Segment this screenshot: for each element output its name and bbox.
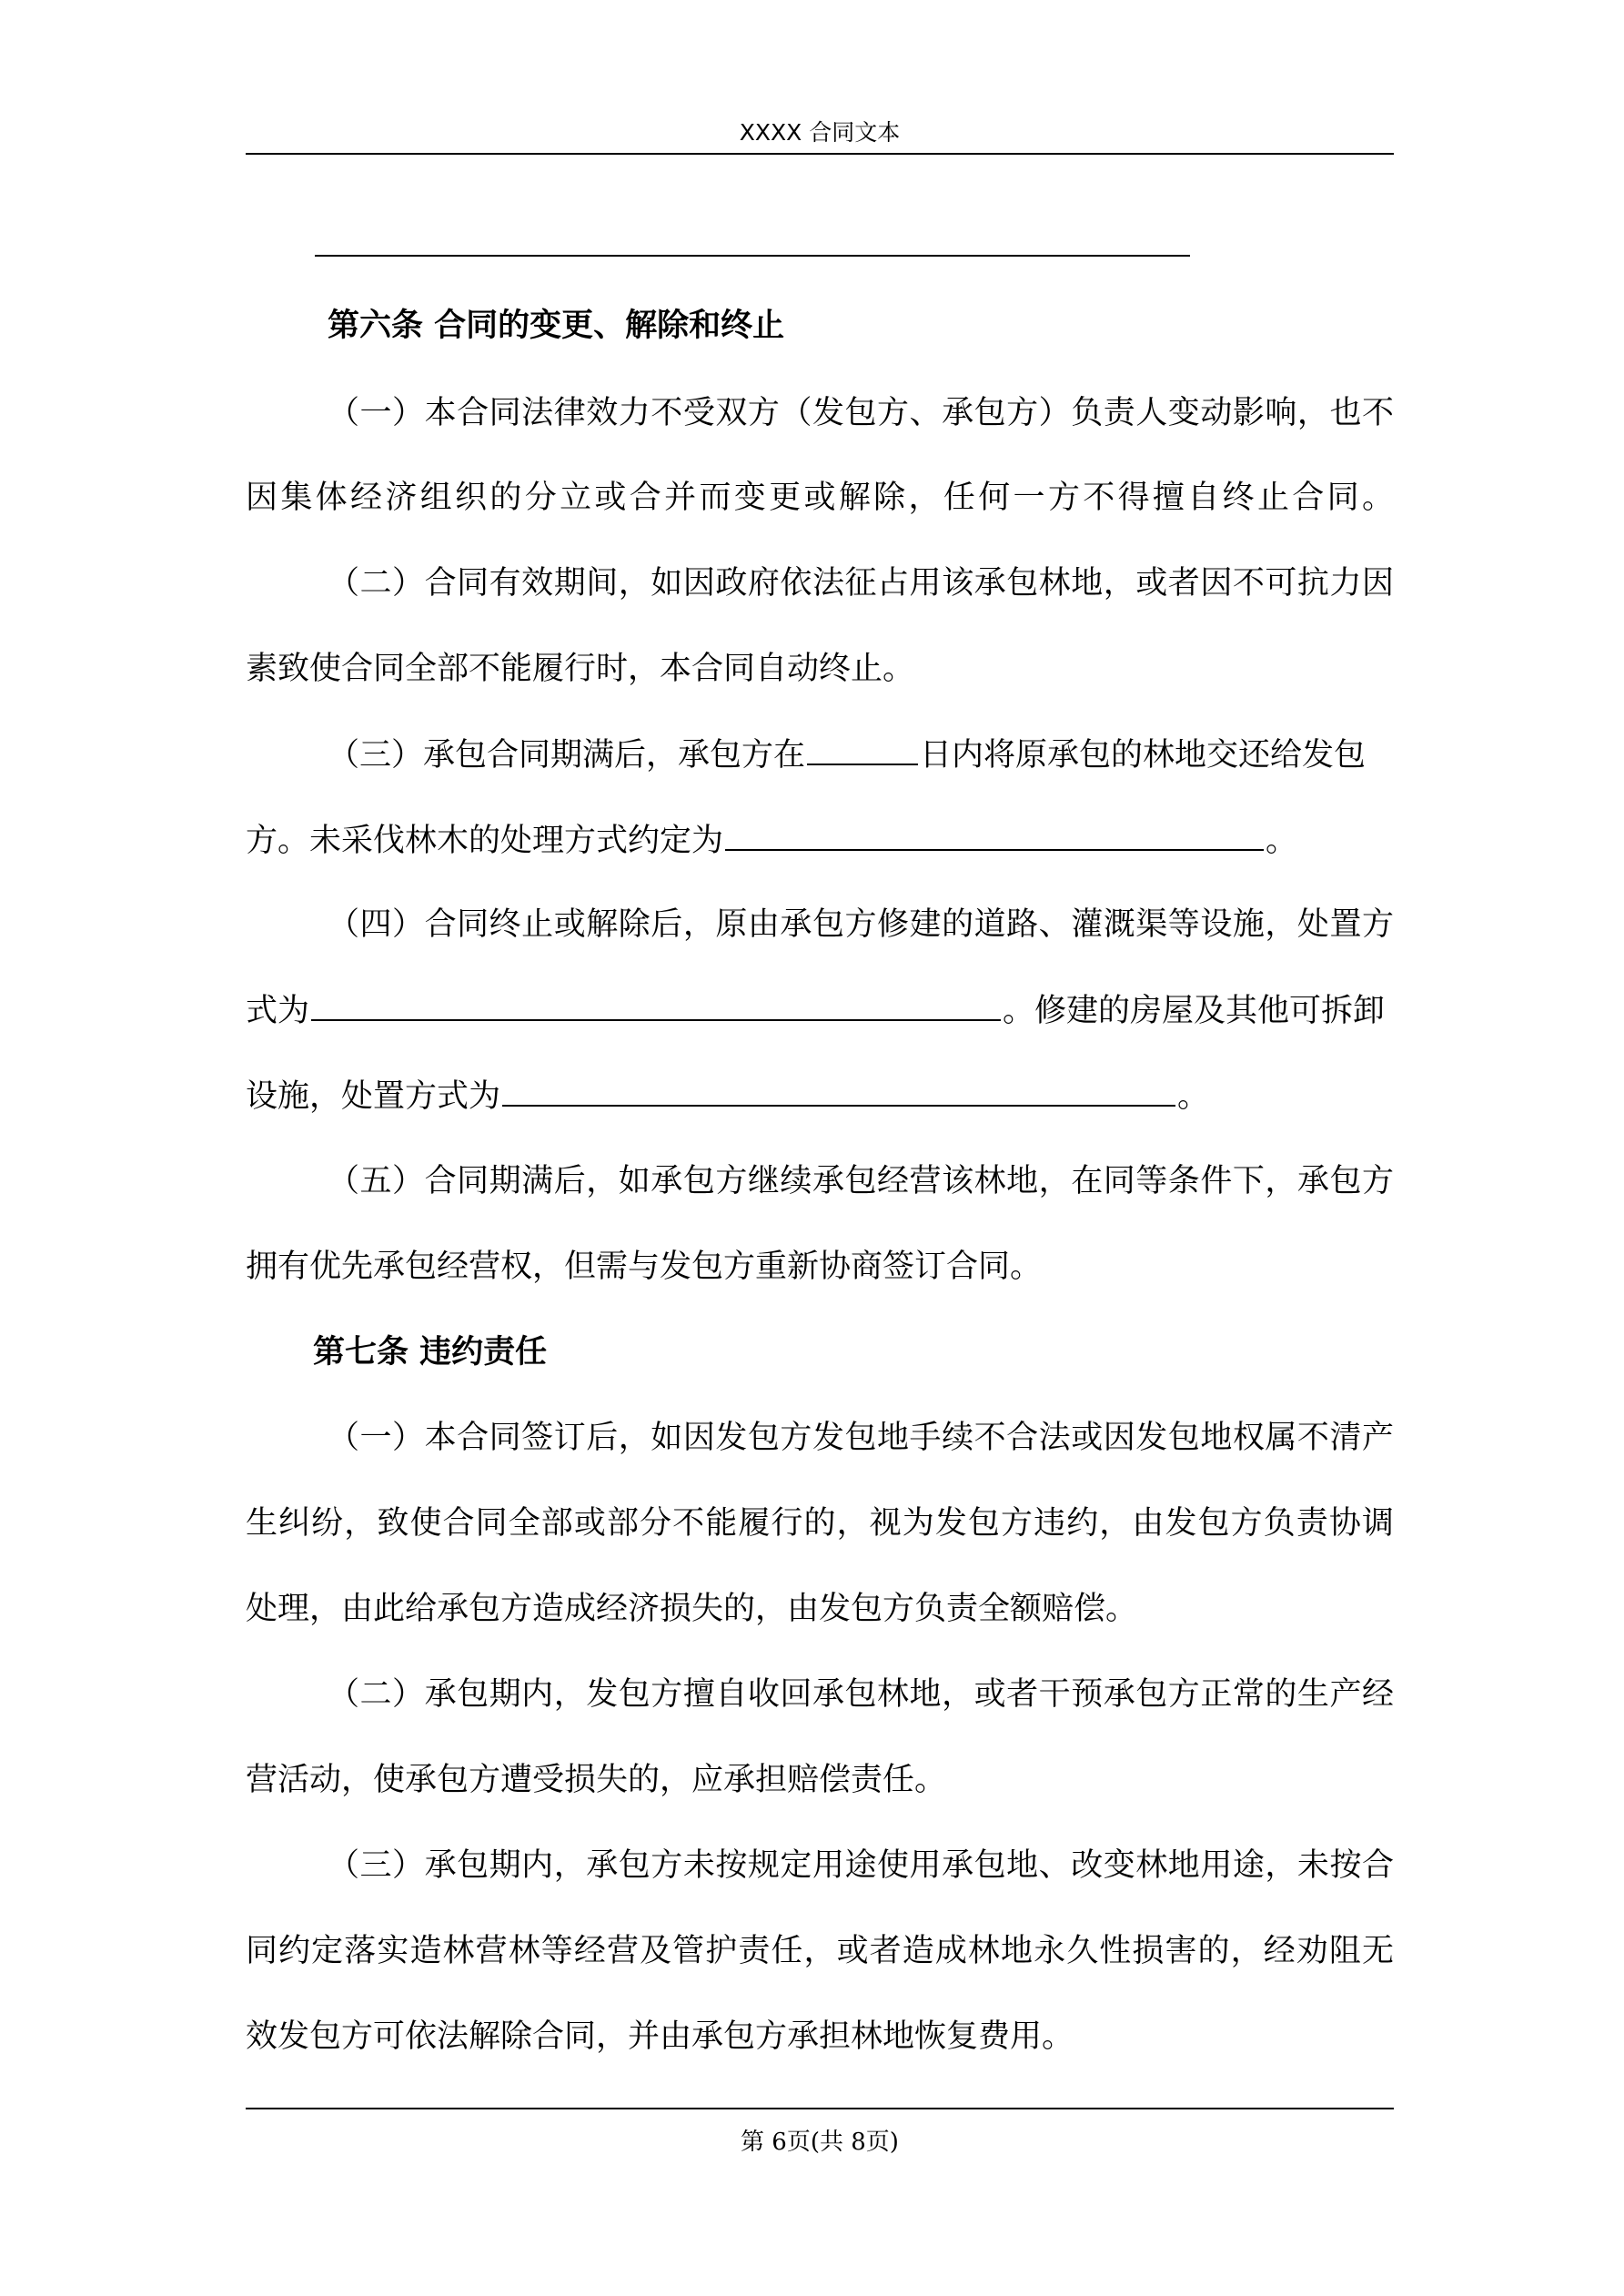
- article-6-p4-line1: （四）合同终止或解除后，原由承包方修建的道路、灌溉渠等设施，处置方: [328, 906, 1394, 943]
- page-number: 第 6页(共 8页): [741, 2129, 899, 2156]
- article-6-p5-line2: 拥有优先承包经营权，但需与发包方重新协商签订合同。: [246, 1249, 1043, 1285]
- header-rule: [246, 153, 1394, 155]
- timber-handling-blank: [725, 818, 1264, 851]
- article-7-p1-line1: （一）本合同签订后，如因发包方发包地手续不合法或因发包地权属不清产: [328, 1420, 1394, 1456]
- article-7-heading: 第七条 违约责任: [313, 1334, 548, 1371]
- text-segment: 式为: [246, 993, 310, 1029]
- article-7-p3-line2: 同约定落实造林营林等经营及管护责任，或者造成林地永久性损害的，经劝阻无: [246, 1933, 1394, 1969]
- article-6-p4-line2: [246, 988, 1394, 1033]
- facility-disposal-blank: [311, 988, 1001, 1021]
- article-6-p4-line3: [246, 1074, 1394, 1118]
- page-header-title: XXXX 合同文本: [739, 119, 901, 146]
- article-7-p1-line3: 处理，由此给承包方造成经济损失的，由发包方负责全额赔偿。: [246, 1591, 1138, 1627]
- article-7-p2-line1: （二）承包期内，发包方擅自收回承包林地，或者干预承包方正常的生产经: [328, 1676, 1394, 1713]
- text-segment: 日内将原承包的林地交还给发包: [920, 737, 1367, 774]
- text-segment: 。: [1266, 823, 1298, 859]
- article-7-p3-line3: 效发包方可依法解除合同，并由承包方承担林地恢复费用。: [246, 2018, 1074, 2055]
- article-6-p3-line2: [246, 818, 1394, 863]
- article-6-p1-line1: （一）本合同法律效力不受双方（发包方、承包方）负责人变动影响，也不: [328, 395, 1394, 431]
- text-segment: 。修建的房屋及其他可拆卸: [1003, 993, 1386, 1029]
- text-segment: 方。未采伐林木的处理方式约定为: [246, 823, 724, 859]
- article-6-p1-line2: 因集体经济组织的分立或合并而变更或解除，任何一方不得擅自终止合同。: [246, 480, 1394, 516]
- text-segment: 。: [1177, 1078, 1210, 1115]
- article-6-p3-line1: [328, 733, 1394, 777]
- footer-rule: [246, 2108, 1394, 2109]
- days-blank: [807, 733, 918, 765]
- text-segment: （三）承包合同期满后，承包方在: [328, 737, 806, 774]
- article-7-p1-line2: 生纠纷，致使合同全部或部分不能履行的，视为发包方违约，由发包方负责协调: [246, 1505, 1394, 1542]
- article-7-p2-line2: 营活动，使承包方遭受损失的，应承担赔偿责任。: [246, 1762, 947, 1798]
- article-6-p2-line2: 素致使合同全部不能履行时，本合同自动终止。: [246, 651, 915, 687]
- article-6-p5-line1: （五）合同期满后，如承包方继续承包经营该林地，在同等条件下，承包方: [328, 1163, 1394, 1199]
- article-6-p2-line1: （二）合同有效期间，如因政府依法征占用该承包林地，或者因不可抗力因: [328, 565, 1394, 602]
- text-segment: 设施，处置方式为: [246, 1078, 501, 1115]
- article-6-heading: 第六条 合同的变更、解除和终止: [328, 308, 785, 344]
- building-disposal-blank: [502, 1074, 1175, 1107]
- fill-in-blank-line: [315, 255, 1190, 257]
- article-7-p3-line1: （三）承包期内，承包方未按规定用途使用承包地、改变林地用途，未按合: [328, 1847, 1394, 1884]
